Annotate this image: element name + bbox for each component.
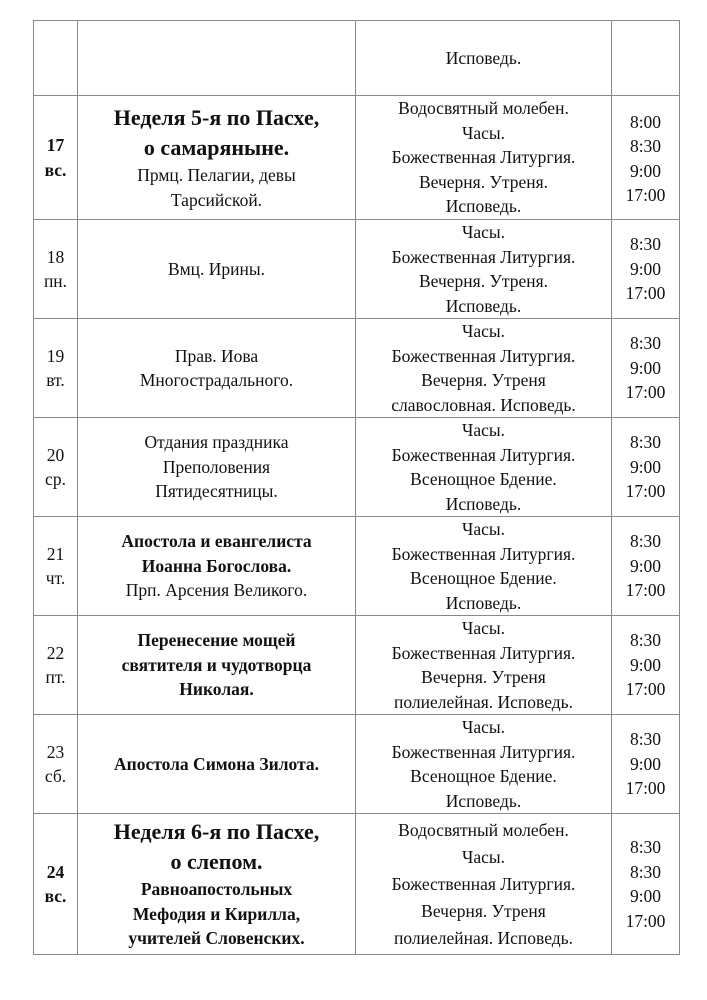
weekday: сб. — [44, 766, 67, 786]
service-line: Часы. — [461, 519, 506, 539]
service-time: 9:00 — [629, 555, 662, 576]
day-cell — [34, 418, 78, 517]
service-time: 17:00 — [625, 679, 666, 700]
service-line: Божественная Литургия. — [391, 246, 576, 267]
times-cell — [612, 220, 680, 319]
service-line: Часы. — [461, 618, 506, 638]
feast-cell — [78, 21, 356, 96]
service-line: Вечерня. Утреня — [421, 667, 546, 687]
feast-line: Прп. Арсения Великого. — [125, 580, 308, 601]
services-cell — [356, 715, 612, 814]
services-cell — [356, 418, 612, 517]
schedule-row — [34, 517, 680, 616]
service-line: Часы. — [461, 420, 506, 440]
day-number: 18 — [46, 246, 65, 267]
schedule-row — [34, 715, 680, 814]
weekday: чт. — [45, 568, 66, 588]
weekday: пт. — [45, 667, 66, 687]
day-cell — [34, 517, 78, 616]
schedule-row — [34, 814, 680, 955]
schedule-body — [34, 21, 680, 955]
feast-line: Вмц. Ирины. — [167, 258, 266, 279]
weekday: вс. — [44, 886, 67, 906]
weekday: пн. — [43, 271, 68, 291]
services-cell — [356, 616, 612, 715]
day-cell — [34, 814, 78, 955]
feast-line: Николая. — [179, 679, 254, 700]
services-cell — [356, 517, 612, 616]
schedule-row — [34, 616, 680, 715]
day-number: 20 — [46, 444, 65, 465]
service-line: Всенощное Бдение. — [410, 469, 557, 489]
schedule-table — [33, 20, 680, 955]
schedule-row — [34, 96, 680, 220]
services-cell — [356, 319, 612, 418]
day-cell — [34, 96, 78, 220]
service-line: Божественная Литургия. — [391, 741, 576, 762]
feast-line: учителей Словенских. — [128, 928, 305, 949]
service-line: Божественная Литургия. — [391, 543, 576, 564]
day-number: 24 — [46, 861, 65, 882]
feast-line: святителя и чудотворца — [121, 654, 312, 675]
times-cell — [612, 96, 680, 220]
service-line: Божественная Литургия. — [391, 873, 576, 894]
feast-cell — [78, 517, 356, 616]
service-line: Божественная Литургия. — [391, 642, 576, 663]
feast-line: о самаряныне. — [143, 135, 290, 160]
service-line: полиелейная. Исповедь. — [393, 927, 574, 948]
times-cell — [612, 517, 680, 616]
service-line: Вечерня. Утреня — [421, 370, 546, 390]
service-time: 8:30 — [629, 630, 662, 651]
feast-cell — [78, 814, 356, 955]
services-cell — [356, 814, 612, 955]
service-time: 8:30 — [629, 729, 662, 750]
feast-cell — [78, 616, 356, 715]
service-line: Божественная Литургия. — [391, 444, 576, 465]
service-time: 8:30 — [629, 432, 662, 453]
service-line: Часы. — [461, 717, 506, 737]
service-time: 9:00 — [629, 357, 662, 378]
service-time: 9:00 — [629, 258, 662, 279]
feast-line: Мефодия и Кирилла, — [132, 903, 301, 924]
feast-line: Иоанна Богослова. — [141, 555, 292, 576]
service-time: 9:00 — [629, 886, 662, 906]
service-line: Вечерня. Утреня. — [418, 171, 549, 192]
service-line: Божественная Литургия. — [391, 345, 576, 366]
day-cell — [34, 319, 78, 418]
feast-line: о слепом. — [170, 849, 263, 875]
service-line: Часы. — [461, 846, 506, 867]
service-line: Исповедь. — [445, 493, 522, 514]
service-line: Часы. — [461, 122, 506, 143]
feast-line: Апостола Симона Зилота. — [113, 753, 320, 774]
feast-line: Перенесение мощей — [137, 630, 296, 651]
services-cell — [356, 96, 612, 220]
feast-line: Прмц. Пелагии, девы — [137, 165, 296, 185]
service-line: Исповедь. — [445, 790, 522, 811]
schedule-row — [34, 21, 680, 96]
feast-line: Преполовения — [162, 456, 271, 477]
feast-line: Отдания праздника — [144, 432, 289, 453]
feast-line: Многострадального. — [139, 370, 294, 390]
times-cell — [612, 814, 680, 955]
service-time: 9:00 — [629, 456, 662, 477]
service-line: Всенощное Бдение. — [410, 766, 557, 786]
feast-cell — [78, 418, 356, 517]
service-time: 8:00 — [629, 111, 662, 132]
service-line: Исповедь. — [445, 592, 522, 613]
service-line: славословная. Исповедь. — [391, 394, 576, 415]
services-cell — [356, 21, 612, 96]
feast-cell — [78, 220, 356, 319]
day-number: 21 — [46, 543, 65, 564]
feast-line: Тарсийской. — [170, 189, 263, 210]
service-time: 9:00 — [629, 160, 662, 181]
service-line: Божественная Литургия. — [391, 147, 576, 168]
day-cell — [34, 616, 78, 715]
service-line: Всенощное Бдение. — [410, 568, 557, 588]
schedule-row — [34, 418, 680, 517]
service-time: 17:00 — [625, 185, 666, 205]
feast-line: Пятидесятницы. — [155, 481, 278, 502]
service-line: Водосвятный молебен. — [398, 98, 569, 119]
service-time: 9:00 — [629, 753, 662, 774]
service-line: Исповедь. — [445, 47, 522, 68]
weekday: вс. — [44, 159, 67, 180]
feast-cell — [78, 96, 356, 220]
day-cell — [34, 715, 78, 814]
schedule-row — [34, 319, 680, 418]
service-time: 17:00 — [625, 910, 666, 931]
service-time: 8:30 — [629, 837, 662, 857]
service-line: Исповедь. — [445, 295, 522, 316]
service-line: полиелейная. Исповедь. — [393, 691, 574, 712]
feast-line: Неделя 6-я по Пасхе, — [113, 819, 320, 845]
service-line: Вечерня. Утреня. — [418, 271, 549, 291]
service-time: 8:30 — [629, 136, 662, 156]
day-number: 22 — [46, 642, 65, 663]
day-cell — [34, 21, 78, 96]
feast-line: Неделя 5-я по Пасхе, — [113, 105, 320, 130]
schedule-row — [34, 220, 680, 319]
service-time: 8:30 — [629, 531, 662, 552]
services-cell — [356, 220, 612, 319]
service-time: 8:30 — [629, 861, 662, 882]
feast-line: Апостола и евангелиста — [121, 531, 312, 552]
times-cell — [612, 616, 680, 715]
times-cell — [612, 21, 680, 96]
times-cell — [612, 418, 680, 517]
day-cell — [34, 220, 78, 319]
day-number: 23 — [46, 741, 65, 762]
service-time: 17:00 — [625, 580, 666, 601]
service-time: 17:00 — [625, 481, 666, 502]
service-line: Часы. — [461, 321, 506, 341]
feast-line: Прав. Иова — [174, 345, 259, 366]
service-time: 8:30 — [629, 333, 662, 354]
weekday: ср. — [45, 469, 66, 489]
service-time: 8:30 — [629, 234, 662, 255]
service-line: Исповедь. — [445, 196, 522, 217]
times-cell — [612, 715, 680, 814]
feast-cell — [78, 715, 356, 814]
feast-cell — [78, 319, 356, 418]
service-time: 17:00 — [625, 283, 666, 304]
weekday: вт. — [46, 370, 65, 390]
service-line: Водосвятный молебен. — [398, 819, 569, 840]
service-line: Вечерня. Утреня — [421, 900, 546, 921]
feast-line: Равноапостольных — [140, 879, 293, 900]
service-time: 17:00 — [625, 778, 666, 799]
day-number: 17 — [46, 135, 65, 155]
service-time: 17:00 — [625, 382, 666, 403]
day-number: 19 — [46, 345, 65, 366]
times-cell — [612, 319, 680, 418]
service-line: Часы. — [461, 222, 506, 242]
service-time: 9:00 — [629, 654, 662, 675]
